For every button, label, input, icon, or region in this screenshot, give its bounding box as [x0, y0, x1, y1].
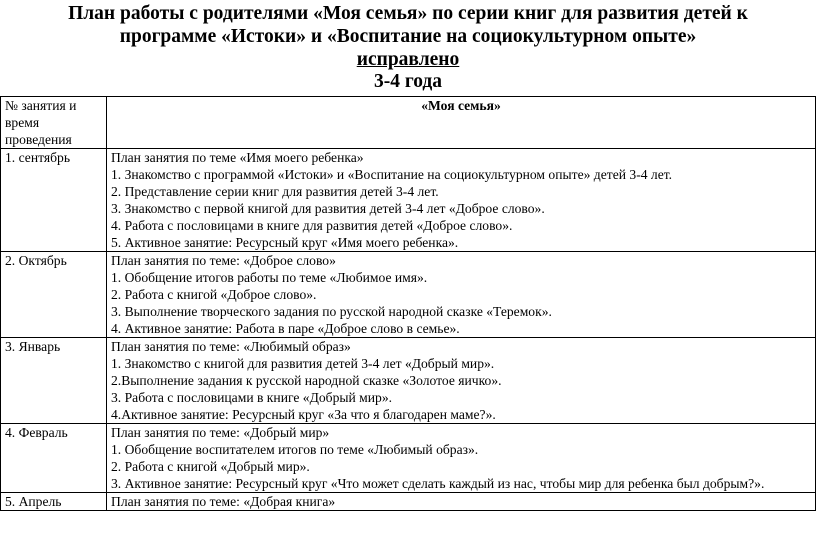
content-line: План занятия по теме: «Добрый мир» [111, 425, 330, 440]
content-line: 3. Активное занятие: Ресурсный круг «Что может сделать каждый из нас, чтобы мир для ребенка был добрым?». [111, 476, 765, 491]
content-line: 2. Работа с книгой «Доброе слово». [111, 287, 317, 302]
row-period: 4. Февраль [1, 424, 107, 493]
title-line-1: План работы с родителями «Моя семья» по серии книг для развития детей к [68, 3, 748, 24]
content-line: План занятия по теме: «Доброе слово» [111, 253, 336, 268]
content-line: 3. Работа с пословицами в книге «Добрый мир». [111, 390, 393, 405]
content-line: 5. Активное занятие: Ресурсный круг «Имя моего ребенка». [111, 235, 459, 250]
content-line: 4.Активное занятие: Ресурсный круг «За что я благодарен маме?». [111, 407, 496, 422]
plan-table [0, 96, 816, 511]
content-line: План занятия по теме: «Любимый образ» [111, 339, 351, 354]
document-header [0, 2, 816, 93]
content-line: 2. Представление серии книг для развития детей 3-4 лет. [111, 184, 439, 199]
content-line: 4. Активное занятие: Работа в паре «Доброе слово в семье». [111, 321, 460, 336]
table-header-row [1, 97, 816, 149]
content-line: 1. Знакомство с программой «Истоки» и «Воспитание на социокультурном опыте» детей 3-4 лет. [111, 167, 673, 182]
content-line: План занятия по теме: «Добрая книга» [111, 494, 336, 509]
title-line-2: программе «Истоки» и «Воспитание на социокультурном опыте» [119, 26, 697, 47]
row-content [107, 338, 816, 424]
row-period: 5. Апрель [1, 493, 107, 511]
table-row [1, 338, 816, 424]
table-row [1, 252, 816, 338]
col-header-session: № занятия и время проведения [1, 97, 107, 149]
content-line: 1. Обобщение воспитателем итогов по теме «Любимый образ». [111, 442, 479, 457]
age-group: 3-4 года [373, 71, 443, 92]
row-period: 2. Октябрь [1, 252, 107, 338]
table-row [1, 424, 816, 493]
table-row [1, 149, 816, 252]
content-line: План занятия по теме «Имя моего ребенка» [111, 150, 364, 165]
content-line: 1. Обобщение итогов работы по теме «Любимое имя». [111, 270, 428, 285]
content-line: 2. Работа с книгой «Добрый мир». [111, 459, 310, 474]
table-row [1, 493, 816, 511]
col-header-topic: «Моя семья» [107, 97, 816, 149]
row-content [107, 252, 816, 338]
status-note: исправлено [356, 49, 460, 70]
content-line: 1. Знакомство с книгой для развития детей 3-4 лет «Добрый мир». [111, 356, 495, 371]
content-line: 2.Выполнение задания к русской народной сказке «Золотое яичко». [111, 373, 502, 388]
row-content [107, 493, 816, 511]
content-line: 4. Работа с пословицами в книге для развития детей «Доброе слово». [111, 218, 513, 233]
row-content [107, 149, 816, 252]
row-period: 3. Январь [1, 338, 107, 424]
content-line: 3. Знакомство с первой книгой для развития детей 3-4 лет «Доброе слово». [111, 201, 545, 216]
row-period: 1. сентябрь [1, 149, 107, 252]
row-content [107, 424, 816, 493]
content-line: 3. Выполнение творческого задания по русской народной сказке «Теремок». [111, 304, 552, 319]
